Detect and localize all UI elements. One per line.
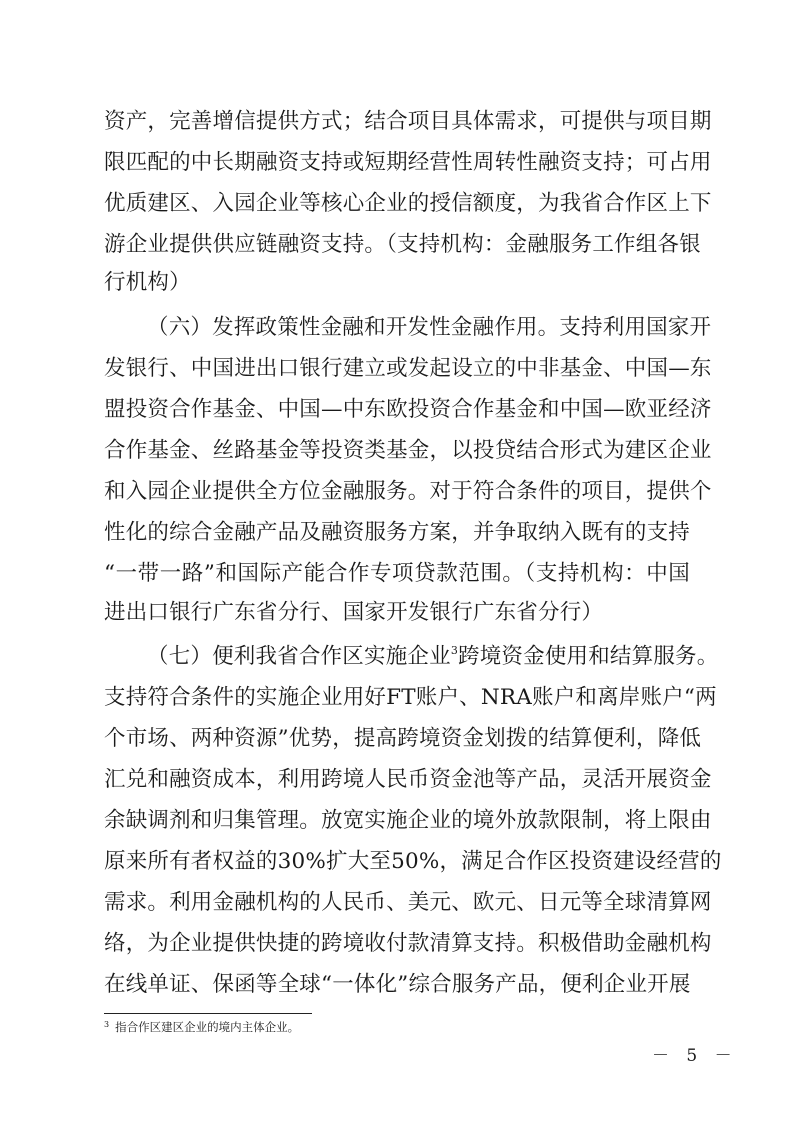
- body-line: 原来所有者权益的30%扩大至50%，满足合作区投资建设经营的: [104, 849, 722, 874]
- footnote-divider: [104, 1013, 312, 1014]
- footnote-text: 指合作区建区企业的境内主体企业。: [115, 1020, 300, 1034]
- body-line: “一带一路”和国际产能合作专项贷款范围。（支持机构：中国: [104, 561, 690, 586]
- body-line: 优质建区、入园企业等核心企业的授信额度，为我省合作区上下: [104, 191, 712, 216]
- body-line: 游企业提供供应链融资支持。（支持机构：金融服务工作组各银: [104, 232, 701, 257]
- heading-text: （七）便利我省合作区实施企业: [147, 644, 451, 669]
- body-line: 限匹配的中长期融资支持或短期经营性周转性融资支持；可占用: [104, 150, 712, 175]
- footnote-reference: 3: [450, 644, 459, 657]
- section-heading-6: （六）发挥政策性金融和开发性金融作用。支持利用国家开: [147, 315, 712, 340]
- body-line: 络，为企业提供快捷的跨境收付款清算支持。积极借助金融机构: [104, 931, 712, 956]
- footnote-marker: 3: [104, 1020, 110, 1029]
- body-line: 行机构）: [104, 270, 191, 295]
- body-line: 性化的综合金融产品及融资服务方案，并争取纳入既有的支持: [104, 520, 690, 545]
- body-line: 支持符合条件的实施企业用好FT账户、NRA账户和离岸账户“两: [104, 685, 717, 710]
- body-line: 余缺调剂和归集管理。放宽实施企业的境外放款限制，将上限由: [104, 808, 712, 833]
- body-line: 需求。利用金融机构的人民币、美元、欧元、日元等全球清算网: [104, 890, 712, 915]
- body-line: 资产，完善增信提供方式；结合项目具体需求，可提供与项目期: [104, 109, 712, 134]
- body-line: 个市场、两种资源”优势，提高跨境资金划拨的结算便利，降低: [104, 726, 702, 751]
- body-line: 合作基金、丝路基金等投资类基金，以投贷结合形式为建区企业: [104, 438, 712, 463]
- page-number: － 5 －: [652, 1046, 738, 1066]
- section-heading-7: [147, 642, 718, 672]
- body-line: 汇兑和融资成本，利用跨境人民币资金池等产品，灵活开展资金: [104, 767, 712, 792]
- body-line: 在线单证、保函等全球“一体化”综合服务产品，便利企业开展: [104, 972, 691, 997]
- body-line: 盟投资合作基金、中国—中东欧投资合作基金和中国—欧亚经济: [104, 397, 712, 422]
- body-line: 和入园企业提供全方位金融服务。对于符合条件的项目，提供个: [104, 479, 712, 504]
- body-line: 发银行、中国进出口银行建立或发起设立的中非基金、中国—东: [104, 356, 712, 381]
- heading-text-continued: 跨境资金使用和结算服务。: [458, 644, 719, 669]
- body-line: 进出口银行广东省分行、国家开发银行广东省分行）: [104, 600, 604, 625]
- footnote: [104, 1019, 299, 1035]
